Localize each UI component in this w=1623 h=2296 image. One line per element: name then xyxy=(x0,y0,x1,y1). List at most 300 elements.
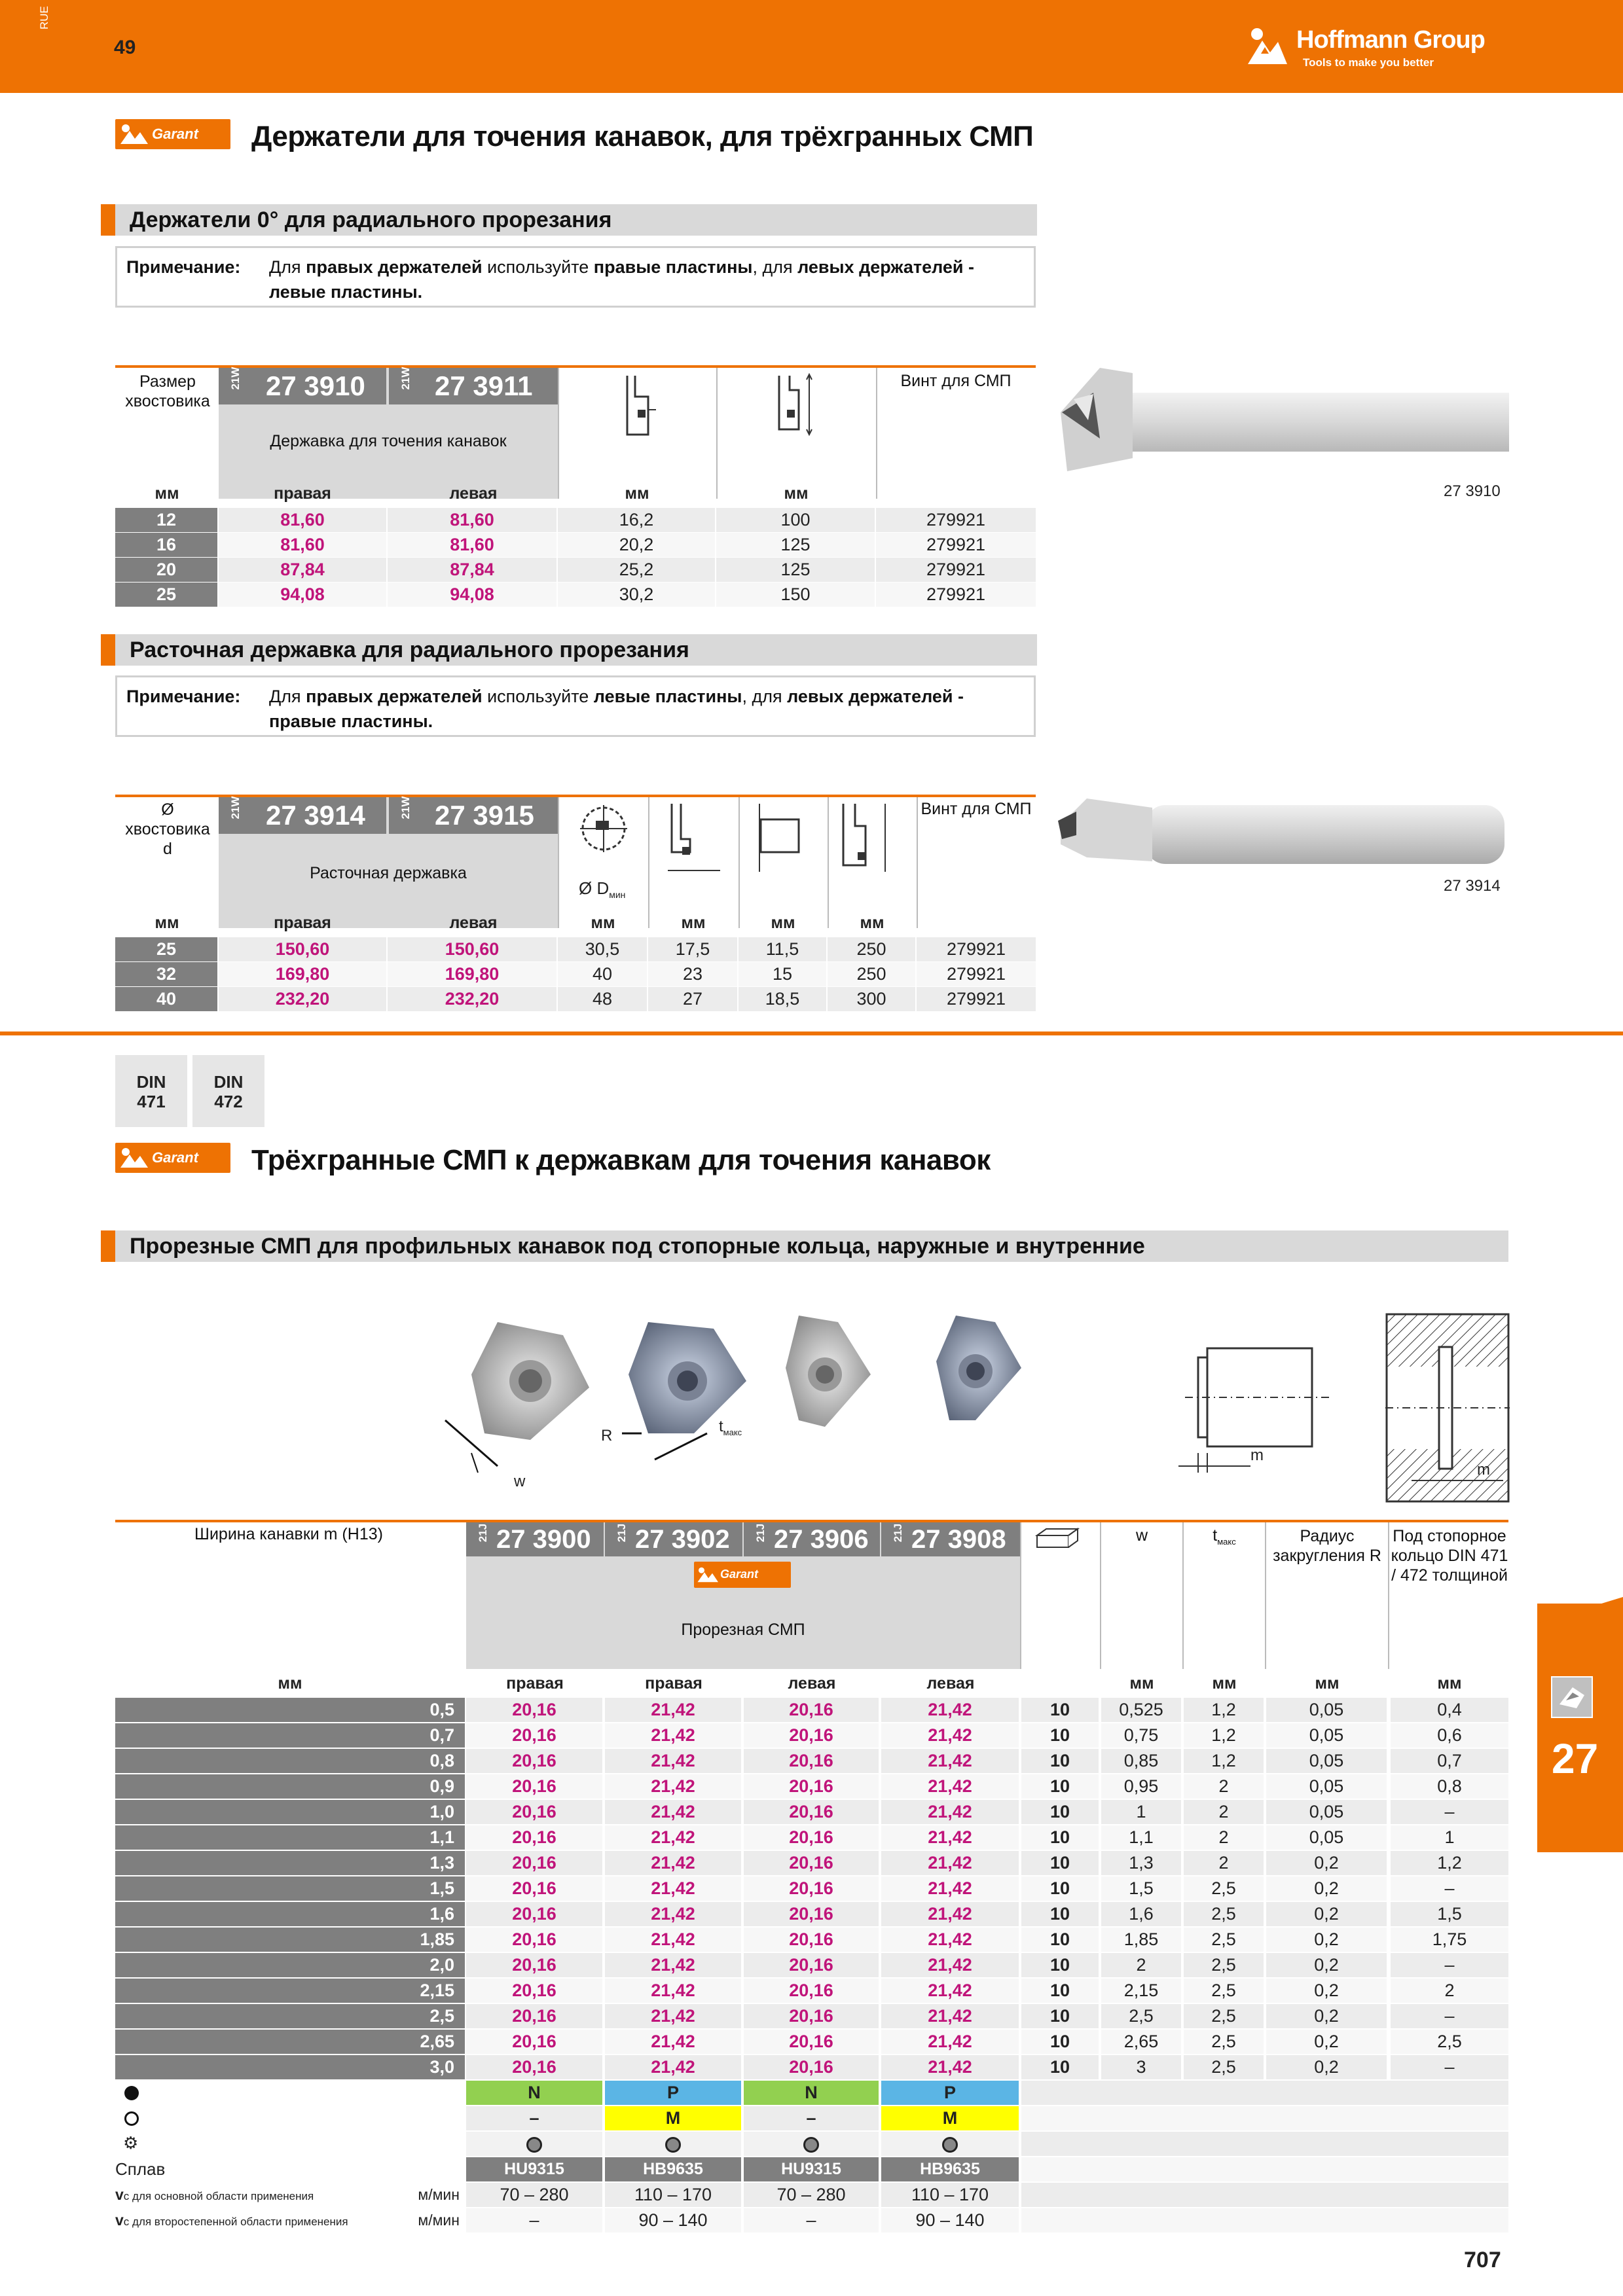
t3-radius: 0,05 xyxy=(1266,1825,1387,1850)
t3-width-cell: 3,0 xyxy=(115,2055,465,2079)
t3-width-cell: 0,5 xyxy=(115,1698,465,1722)
t2-dim-b: 17,5 xyxy=(648,937,737,961)
t2-price-right: 169,80 xyxy=(219,962,386,986)
t2-screw: 279921 xyxy=(917,962,1036,986)
coating-dot-icon xyxy=(665,2137,681,2153)
section1-title: Держатели для точения канавок, для трёхгранных СМП xyxy=(251,120,1034,152)
t1-dim-b: 125 xyxy=(716,533,875,557)
t3-qty: 10 xyxy=(1021,1825,1099,1850)
t1-col-shank: Размер хвостовика xyxy=(125,372,210,410)
t3-t: 2 xyxy=(1184,1825,1264,1850)
vc-main-label xyxy=(115,2183,462,2208)
t3-price: 20,16 xyxy=(744,1851,879,1875)
t3-radius: 0,2 xyxy=(1266,1851,1387,1875)
alloy-cell: HB9635 xyxy=(605,2157,741,2181)
note-label: Примечание: xyxy=(126,687,241,706)
t1-shank-cell: 20 xyxy=(115,558,217,582)
separator xyxy=(1388,1522,1389,1669)
dmin-label: Ø $D_{мин}$ xyxy=(579,878,626,901)
language-code: RUE xyxy=(38,6,50,29)
t3-price: 21,42 xyxy=(605,2055,741,2079)
separator xyxy=(558,368,559,499)
t1-screw-header: Винт для СМП xyxy=(900,372,1012,390)
vc-sec-label xyxy=(115,2208,462,2234)
t3-width-cell: 0,8 xyxy=(115,1749,465,1773)
t1-dim-a: 20,2 xyxy=(558,533,715,557)
note-bold: левые пластины xyxy=(593,687,742,706)
empty-cell xyxy=(1021,2081,1508,2105)
t3-header-w: w xyxy=(1135,1526,1148,1545)
holder-27-3914-image xyxy=(1048,785,1519,877)
t3-unit: мм xyxy=(1315,1674,1340,1693)
t3-t: 1,2 xyxy=(1184,1749,1264,1773)
sub1-note xyxy=(115,246,1036,308)
note-bold: правых держателей xyxy=(306,257,483,277)
t2-dim-d: 300 xyxy=(828,987,915,1011)
t2-unit: мм xyxy=(860,914,884,932)
t3-price: 21,42 xyxy=(881,2055,1019,2079)
bore-diameter-icon xyxy=(576,800,635,872)
t2-price-left: 232,20 xyxy=(388,987,556,1011)
t3-w: 0,525 xyxy=(1101,1698,1181,1722)
t3-price: 20,16 xyxy=(466,2030,602,2054)
t1-screw: 279921 xyxy=(876,508,1036,532)
t2-dim-d: 250 xyxy=(828,937,915,961)
garant-mark-icon xyxy=(119,123,151,145)
alloy-cell: HU9315 xyxy=(744,2157,879,2181)
t3-qty: 10 xyxy=(1021,1851,1099,1875)
vc-text: c для основной области применения xyxy=(123,2190,314,2202)
t3-price: 21,42 xyxy=(881,2030,1019,2054)
material-secondary: M xyxy=(881,2106,1019,2130)
separator xyxy=(1020,1522,1021,1669)
t3-w: 0,75 xyxy=(1101,1723,1181,1748)
separator xyxy=(739,797,740,928)
t2-screw: 279921 xyxy=(917,987,1036,1011)
t3-price: 21,42 xyxy=(605,1902,741,1926)
t3-unit: правая xyxy=(645,1674,702,1693)
t3-width-cell: 1,0 xyxy=(115,1800,465,1824)
garant-mark-icon xyxy=(697,1566,720,1584)
t3-price: 20,16 xyxy=(466,1749,602,1773)
t3-width-cell: 2,5 xyxy=(115,2004,465,2028)
t3-t: 1,2 xyxy=(1184,1698,1264,1722)
holder-length-icon xyxy=(773,370,818,442)
t3-price: 20,16 xyxy=(744,2030,879,2054)
t3-ring: 1,75 xyxy=(1391,1928,1508,1952)
primary-use-icon xyxy=(124,2086,139,2100)
t3-ring: 0,7 xyxy=(1391,1749,1508,1773)
note-bold: левых держателей - xyxy=(797,257,975,277)
t1-price-left: 81,60 xyxy=(388,508,556,532)
t1-code-1: 21W 27 3910 xyxy=(219,368,386,404)
t3-header-t: $t_{макс}$ xyxy=(1213,1526,1236,1547)
note-bold: левые пластины. xyxy=(269,282,423,302)
note-text: , для xyxy=(742,687,788,706)
t3-radius: 0,2 xyxy=(1266,2004,1387,2028)
t2-unit: правая xyxy=(274,914,331,932)
t3-price: 21,42 xyxy=(881,1723,1019,1748)
t3-unit: мм xyxy=(278,1674,302,1693)
material-secondary: – xyxy=(744,2106,879,2130)
t3-ring: 1,5 xyxy=(1391,1902,1508,1926)
t3-unit: правая xyxy=(506,1674,564,1693)
separator xyxy=(1265,1522,1266,1669)
t3-price: 21,42 xyxy=(605,1723,741,1748)
alloy-label: Сплав xyxy=(115,2159,166,2179)
t3-t: 2,5 xyxy=(1184,2004,1264,2028)
image-label-1: 27 3910 xyxy=(1444,482,1501,500)
alloy-cell: HB9635 xyxy=(881,2157,1019,2181)
t3-width-cell: 1,6 xyxy=(115,1902,465,1926)
separator xyxy=(876,368,877,499)
vc-sec-cell: 90 – 140 xyxy=(605,2208,741,2233)
dim-b-icon xyxy=(661,800,727,878)
t3-radius: 0,2 xyxy=(1266,1928,1387,1952)
groove-internal-diagram xyxy=(1385,1313,1510,1503)
t3-price: 20,16 xyxy=(466,1851,602,1875)
t3-price: 21,42 xyxy=(881,1800,1019,1824)
t3-unit: мм xyxy=(1212,1674,1237,1693)
image-label-2: 27 3914 xyxy=(1444,877,1501,895)
note-bold: правых держателей xyxy=(306,687,483,706)
t3-qty: 10 xyxy=(1021,1876,1099,1901)
material-secondary: M xyxy=(605,2106,741,2130)
t2-price-right: 150,60 xyxy=(219,937,386,961)
t3-width-cell: 1,85 xyxy=(115,1928,465,1952)
t3-w: 1 xyxy=(1101,1800,1181,1824)
garant-logo-3 xyxy=(694,1562,791,1588)
vc-unit: м/мин xyxy=(418,2212,460,2229)
t3-w: 1,6 xyxy=(1101,1902,1181,1926)
t3-qty: 10 xyxy=(1021,2055,1099,2079)
t3-w: 0,95 xyxy=(1101,1774,1181,1799)
t3-price: 20,16 xyxy=(466,1928,602,1952)
t1-dim-b: 100 xyxy=(716,508,875,532)
code-tag: 21J xyxy=(477,1523,489,1543)
coating-cell xyxy=(605,2132,741,2156)
t3-price: 21,42 xyxy=(605,1774,741,1799)
t3-radius: 0,2 xyxy=(1266,1953,1387,1977)
note-bold: правые пластины xyxy=(593,257,753,277)
t3-w: 2 xyxy=(1101,1953,1181,1977)
pack-qty-icon xyxy=(1034,1526,1080,1550)
hoffmann-logo[interactable] xyxy=(1244,24,1519,76)
t3-price: 20,16 xyxy=(466,1698,602,1722)
separator xyxy=(1100,1522,1101,1669)
t3-price: 21,42 xyxy=(605,1953,741,1977)
t3-price: 20,16 xyxy=(744,2004,879,2028)
separator xyxy=(558,797,559,928)
t3-price: 21,42 xyxy=(881,1953,1019,1977)
code-number: 27 3902 xyxy=(635,1525,730,1554)
label-m2: m xyxy=(1477,1461,1490,1479)
holder-27-3910-image xyxy=(1048,353,1519,484)
t3-t: 2,5 xyxy=(1184,1902,1264,1926)
t1-dim-a: 16,2 xyxy=(558,508,715,532)
note-bold: правые пластины. xyxy=(269,711,433,731)
t3-price: 20,16 xyxy=(744,1800,879,1824)
t3-price: 21,42 xyxy=(605,1749,741,1773)
t2-unit: мм xyxy=(771,914,795,932)
vc-symbol: v xyxy=(115,2212,124,2229)
t1-price-right: 94,08 xyxy=(219,583,386,607)
t3-radius: 0,2 xyxy=(1266,1979,1387,2003)
t2-dim-a: 40 xyxy=(558,962,647,986)
note-text: используйте xyxy=(482,687,594,706)
vc-main-cell: 110 – 170 xyxy=(881,2183,1019,2207)
t3-width-cell: 1,1 xyxy=(115,1825,465,1850)
t3-price: 21,42 xyxy=(605,2030,741,2054)
t3-ring: 1,2 xyxy=(1391,1851,1508,1875)
t3-unit: левая xyxy=(788,1674,836,1693)
t2-code-1: 21W 27 3914 xyxy=(219,797,386,834)
section-divider xyxy=(0,1031,1623,1035)
t3-t: 2,5 xyxy=(1184,1979,1264,2003)
t3-t: 2,5 xyxy=(1184,1928,1264,1952)
vc-sec-cell: 90 – 140 xyxy=(881,2208,1019,2233)
t3-qty: 10 xyxy=(1021,1979,1099,2003)
t3-header-ring: Под стопорное кольцо DIN 471 / 472 толщиной xyxy=(1391,1527,1508,1585)
t2-unit: мм xyxy=(681,914,706,932)
t3-price: 21,42 xyxy=(881,2004,1019,2028)
t2-shank-cell: 25 xyxy=(115,937,217,961)
t1-unit: мм xyxy=(625,484,649,503)
vc-symbol: v xyxy=(115,2186,124,2203)
t3-price: 21,42 xyxy=(881,1928,1019,1952)
t3-width-cell: 0,9 xyxy=(115,1774,465,1799)
t2-code-2: 21W 27 3915 xyxy=(389,797,558,834)
t2-dim-a: 30,5 xyxy=(558,937,647,961)
separator xyxy=(828,797,829,928)
t1-dim-b: 150 xyxy=(716,583,875,607)
t3-w: 2,65 xyxy=(1101,2030,1181,2054)
coating-dot-icon xyxy=(942,2137,958,2153)
label-w: w xyxy=(514,1473,526,1490)
t2-screw: 279921 xyxy=(917,937,1036,961)
empty-cell xyxy=(1021,2106,1508,2130)
t3-qty: 10 xyxy=(1021,1953,1099,1977)
t2-shank-cell: 40 xyxy=(115,987,217,1011)
t3-ring: 1 xyxy=(1391,1825,1508,1850)
t3-radius: 0,2 xyxy=(1266,1876,1387,1901)
t3-desc: Прорезная СМП xyxy=(681,1621,805,1639)
t1-code-2: 21W 27 3911 xyxy=(389,368,558,404)
brand-name: Hoffmann Group xyxy=(1296,26,1485,54)
t3-w: 2,15 xyxy=(1101,1979,1181,2003)
alloy-cell: HU9315 xyxy=(466,2157,602,2181)
t3-radius: 0,05 xyxy=(1266,1800,1387,1824)
t2-price-left: 150,60 xyxy=(388,937,556,961)
din-471-badge: DIN 471 xyxy=(115,1055,187,1127)
insert-chapter-icon xyxy=(1550,1676,1594,1719)
t3-ring: – xyxy=(1391,2004,1508,2028)
footer-page-number: 707 xyxy=(1464,2248,1501,2272)
sub2-note xyxy=(115,675,1036,737)
code-number: 27 3908 xyxy=(911,1525,1006,1554)
material-primary: N xyxy=(466,2081,602,2105)
garant-text: Garant xyxy=(720,1568,759,1581)
t3-price: 20,16 xyxy=(466,1953,602,1977)
t1-shank-cell: 25 xyxy=(115,583,217,607)
t3-qty: 10 xyxy=(1021,1928,1099,1952)
section2-subtitle: Прорезные СМП для профильных канавок под стопорные кольца, наружные и внутренние xyxy=(101,1230,1508,1262)
t3-t: 2 xyxy=(1184,1774,1264,1799)
t3-price: 21,42 xyxy=(881,1698,1019,1722)
separator xyxy=(648,797,649,928)
t3-price: 21,42 xyxy=(881,1825,1019,1850)
t2-col-shank: Ø хвостовика d xyxy=(125,800,210,858)
t1-price-right: 87,84 xyxy=(219,558,386,582)
t3-price: 21,42 xyxy=(605,1979,741,2003)
t3-t: 2,5 xyxy=(1184,1953,1264,1977)
t2-shank-cell: 32 xyxy=(115,962,217,986)
garant-text: Garant xyxy=(152,126,198,142)
t3-ring: – xyxy=(1391,1953,1508,1977)
code-number: 27 3906 xyxy=(774,1525,869,1554)
t3-radius: 0,05 xyxy=(1266,1698,1387,1722)
coating-cell xyxy=(466,2132,602,2156)
t3-ring: – xyxy=(1391,2055,1508,2079)
t3-qty: 10 xyxy=(1021,1723,1099,1748)
t3-radius: 0,05 xyxy=(1266,1774,1387,1799)
t3-unit: мм xyxy=(1129,1674,1154,1693)
material-primary: N xyxy=(744,2081,879,2105)
t3-price: 20,16 xyxy=(466,1876,602,1901)
t3-ring: – xyxy=(1391,1800,1508,1824)
t3-unit: левая xyxy=(926,1674,975,1693)
t3-w: 1,5 xyxy=(1101,1876,1181,1901)
t3-t: 2,5 xyxy=(1184,1876,1264,1901)
t3-price: 20,16 xyxy=(744,1979,879,2003)
chapter-number: 27 xyxy=(1552,1735,1599,1782)
vc-main-cell: 110 – 170 xyxy=(605,2183,741,2207)
t3-price: 20,16 xyxy=(466,1902,602,1926)
t3-w: 3 xyxy=(1101,2055,1181,2079)
t3-w: 1,3 xyxy=(1101,1851,1181,1875)
material-primary: P xyxy=(605,2081,741,2105)
t1-dim-b: 125 xyxy=(716,558,875,582)
code-number: 27 3900 xyxy=(496,1525,591,1554)
chapter-tab[interactable] xyxy=(1537,1604,1623,1852)
t2-desc: Расточная державка xyxy=(310,864,467,882)
dim-c-icon xyxy=(750,800,809,878)
t3-qty: 10 xyxy=(1021,1902,1099,1926)
t1-price-right: 81,60 xyxy=(219,533,386,557)
t1-shank-cell: 16 xyxy=(115,533,217,557)
separator xyxy=(1182,1522,1184,1669)
material-primary: P xyxy=(881,2081,1019,2105)
coating-dot-icon xyxy=(803,2137,819,2153)
coating-dot-icon xyxy=(526,2137,542,2153)
empty-cell xyxy=(1021,2183,1508,2207)
t3-t: 2,5 xyxy=(1184,2055,1264,2079)
t3-qty: 10 xyxy=(1021,1698,1099,1722)
empty-cell xyxy=(1021,2157,1508,2181)
vc-main-cell: 70 – 280 xyxy=(744,2183,879,2207)
t3-col-width: Ширина канавки m (H13) xyxy=(194,1525,383,1543)
garant-mark-icon xyxy=(119,1147,151,1169)
code-tag: 21J xyxy=(754,1523,767,1543)
t3-qty: 10 xyxy=(1021,2004,1099,2028)
t1-screw: 279921 xyxy=(876,558,1036,582)
t2-screw-header: Винт для СМП xyxy=(921,800,1032,818)
t3-t: 2 xyxy=(1184,1851,1264,1875)
t3-qty: 10 xyxy=(1021,2030,1099,2054)
t3-w: 0,85 xyxy=(1101,1749,1181,1773)
note-bold: левых держателей - xyxy=(787,687,964,706)
vc-text: c для второстепенной области применения xyxy=(123,2215,348,2228)
t3-price: 21,42 xyxy=(605,1825,741,1850)
t1-shank-cell: 12 xyxy=(115,508,217,532)
t3-radius: 0,2 xyxy=(1266,1902,1387,1926)
holder-dim-icon xyxy=(615,370,661,442)
t1-dim-a: 30,2 xyxy=(558,583,715,607)
t3-price: 20,16 xyxy=(744,1723,879,1748)
t3-price: 20,16 xyxy=(744,2055,879,2079)
t1-dim-a: 25,2 xyxy=(558,558,715,582)
t3-unit: мм xyxy=(1437,1674,1462,1693)
t3-price: 20,16 xyxy=(744,1774,879,1799)
t1-unit: правая xyxy=(274,484,331,503)
t3-price: 20,16 xyxy=(466,1800,602,1824)
t3-price: 21,42 xyxy=(881,1749,1019,1773)
coating-cell xyxy=(881,2132,1019,2156)
tab-corner xyxy=(1537,1597,1623,1623)
coating-cell xyxy=(744,2132,879,2156)
t2-dim-c: 18,5 xyxy=(739,987,826,1011)
code-tag: 21J xyxy=(615,1523,628,1543)
note-text: , для xyxy=(752,257,798,277)
t2-dim-b: 23 xyxy=(648,962,737,986)
label-t: $t_{макс}$ xyxy=(719,1418,742,1437)
t3-qty: 10 xyxy=(1021,1749,1099,1773)
t3-code-2 xyxy=(605,1522,742,1556)
t3-price: 21,42 xyxy=(881,1851,1019,1875)
secondary-use-icon xyxy=(124,2111,139,2126)
t1-unit: мм xyxy=(784,484,809,503)
t2-dim-d: 250 xyxy=(828,962,915,986)
dim-d-icon xyxy=(833,800,898,878)
t2-unit: левая xyxy=(449,914,498,932)
t3-ring: 2 xyxy=(1391,1979,1508,2003)
sub2-title: Расточная державка для радиального прорезания xyxy=(101,634,1037,666)
t2-dim-b: 27 xyxy=(648,987,737,1011)
t3-price: 21,42 xyxy=(605,1928,741,1952)
t3-price: 20,16 xyxy=(466,1825,602,1850)
garant-logo-2 xyxy=(115,1143,230,1173)
t3-width-cell: 2,65 xyxy=(115,2030,465,2054)
garant-text: Garant xyxy=(152,1149,198,1166)
t1-price-left: 81,60 xyxy=(388,533,556,557)
t3-price: 20,16 xyxy=(744,1749,879,1773)
t3-width-cell: 1,3 xyxy=(115,1851,465,1875)
t3-t: 2 xyxy=(1184,1800,1264,1824)
inserts-image xyxy=(432,1309,1034,1499)
note-text: используйте xyxy=(482,257,594,277)
label-r: R xyxy=(601,1427,613,1444)
page-number: 49 xyxy=(114,37,136,58)
t3-price: 20,16 xyxy=(744,1953,879,1977)
t3-ring: – xyxy=(1391,1876,1508,1901)
empty-cell xyxy=(1021,2132,1508,2156)
t3-code-4 xyxy=(881,1522,1020,1556)
hoffmann-mark-icon xyxy=(1244,26,1290,65)
sub1-title: Держатели 0° для радиального прорезания xyxy=(101,204,1037,236)
t3-header-radius: Радиус закругления R xyxy=(1273,1527,1381,1565)
t1-price-left: 87,84 xyxy=(388,558,556,582)
t3-qty: 10 xyxy=(1021,1774,1099,1799)
